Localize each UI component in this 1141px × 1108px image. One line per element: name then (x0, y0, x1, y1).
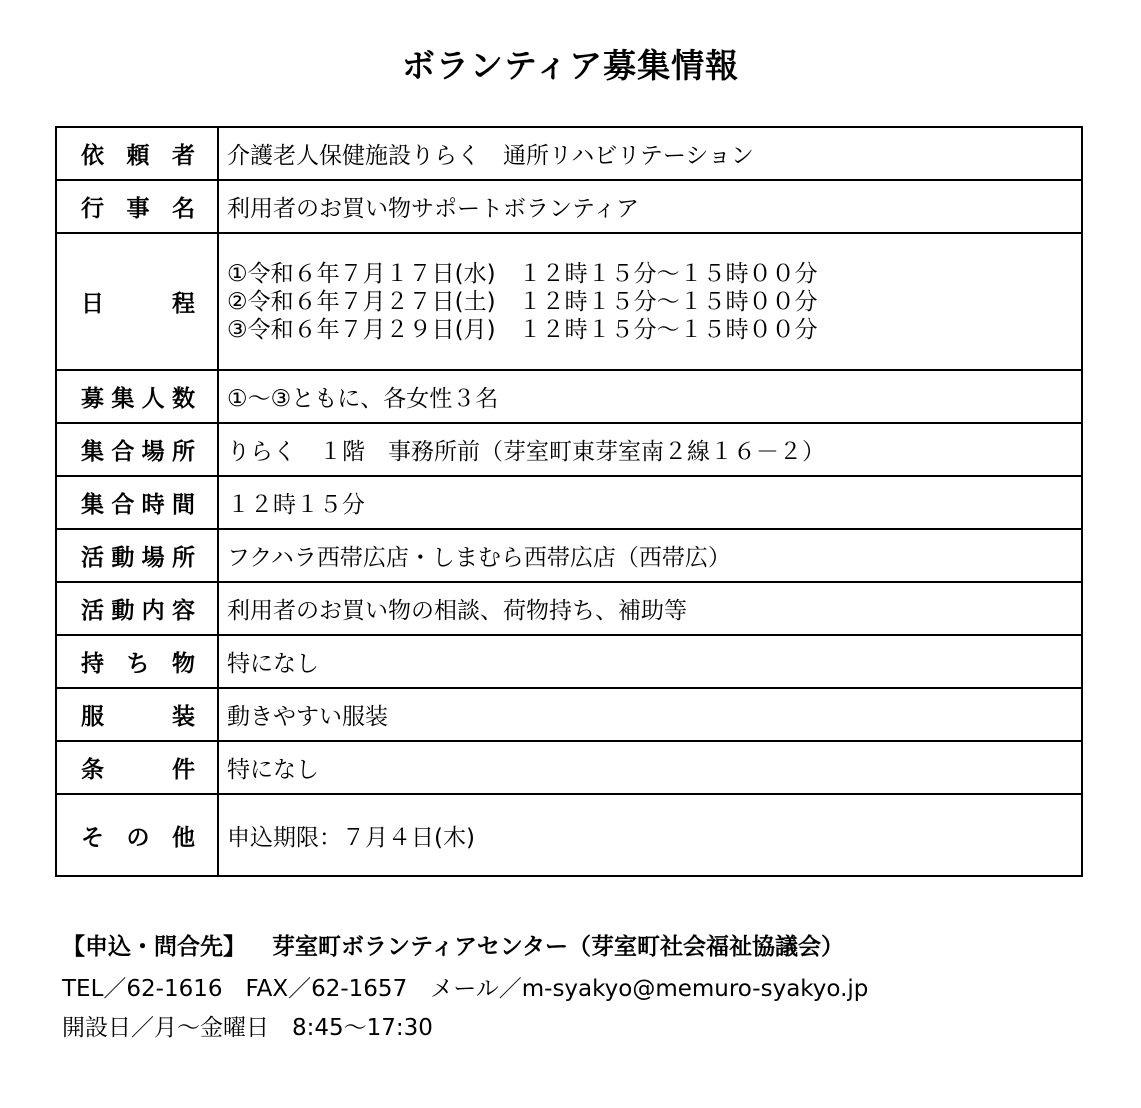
row-value-requester: 介護老人保健施設りらく 通所リハビリテーション (218, 127, 1082, 180)
row-value-belongings: 特になし (218, 635, 1082, 688)
row-value-other: 申込期限：７月４日(木) (218, 794, 1082, 876)
row-value-schedule (218, 233, 1082, 370)
page-title: ボランティア募集情報 (401, 46, 740, 85)
table-row (56, 233, 1082, 370)
row-label-schedule: 日 程 (56, 233, 218, 370)
contact-heading: 【申込・問合先】 (62, 934, 246, 960)
table-row (56, 476, 1082, 529)
row-value-activity-place: フクハラ西帯広店・しまむら西帯広店（西帯広） (218, 529, 1082, 582)
contact-organization: 芽室町ボランティアセンター（芽室町社会福祉協議会） (272, 934, 845, 960)
row-label-belongings: 持 ち 物 (56, 635, 218, 688)
row-label-activity-place: 活 動 場 所 (56, 529, 218, 582)
table-row (56, 794, 1082, 876)
row-value-conditions: 特になし (218, 741, 1082, 794)
row-value-clothing: 動きやすい服装 (218, 688, 1082, 741)
row-label-requester: 依 頼 者 (56, 127, 218, 180)
contact-opening-hours: 開設日／月～金曜日 8:45～17:30 (62, 1015, 433, 1041)
table-row (56, 741, 1082, 794)
table-row (56, 180, 1082, 233)
row-label-meeting-time: 集 合 時 間 (56, 476, 218, 529)
table-row (56, 127, 1082, 180)
row-value-meeting-time: １２時１５分 (218, 476, 1082, 529)
row-label-other: そ の 他 (56, 794, 218, 876)
table-row (56, 582, 1082, 635)
row-label-conditions: 条 件 (56, 741, 218, 794)
table-row (56, 423, 1082, 476)
schedule-line: ②令和６年７月２７日(土) １２時１５分～１５時００分 (227, 288, 818, 315)
row-value-activity-content: 利用者のお買い物の相談、荷物持ち、補助等 (218, 582, 1082, 635)
row-label-recruit-count: 募 集 人 数 (56, 370, 218, 423)
contact-tel-fax-mail: TEL／62-1616 FAX／62-1657 メール／m-syakyo@memuro-syakyo.jp (62, 976, 869, 1002)
row-label-clothing: 服 装 (56, 688, 218, 741)
schedule-line: ①令和６年７月１７日(水) １２時１５分～１５時００分 (227, 260, 818, 287)
contact-heading-line (62, 928, 844, 961)
table-row (56, 529, 1082, 582)
table-row (56, 635, 1082, 688)
row-label-event-name: 行 事 名 (56, 180, 218, 233)
row-value-meeting-place: りらく １階 事務所前（芽室町東芽室南２線１６－２） (218, 423, 1082, 476)
table-row (56, 688, 1082, 741)
row-value-recruit-count: ①～③ともに、各女性３名 (218, 370, 1082, 423)
table-row (56, 370, 1082, 423)
row-label-activity-content: 活 動 内 容 (56, 582, 218, 635)
row-value-event-name: 利用者のお買い物サポートボランティア (218, 180, 1082, 233)
info-table (55, 126, 1083, 877)
row-label-meeting-place: 集 合 場 所 (56, 423, 218, 476)
schedule-line: ③令和６年７月２９日(月) １２時１５分～１５時００分 (227, 316, 818, 343)
